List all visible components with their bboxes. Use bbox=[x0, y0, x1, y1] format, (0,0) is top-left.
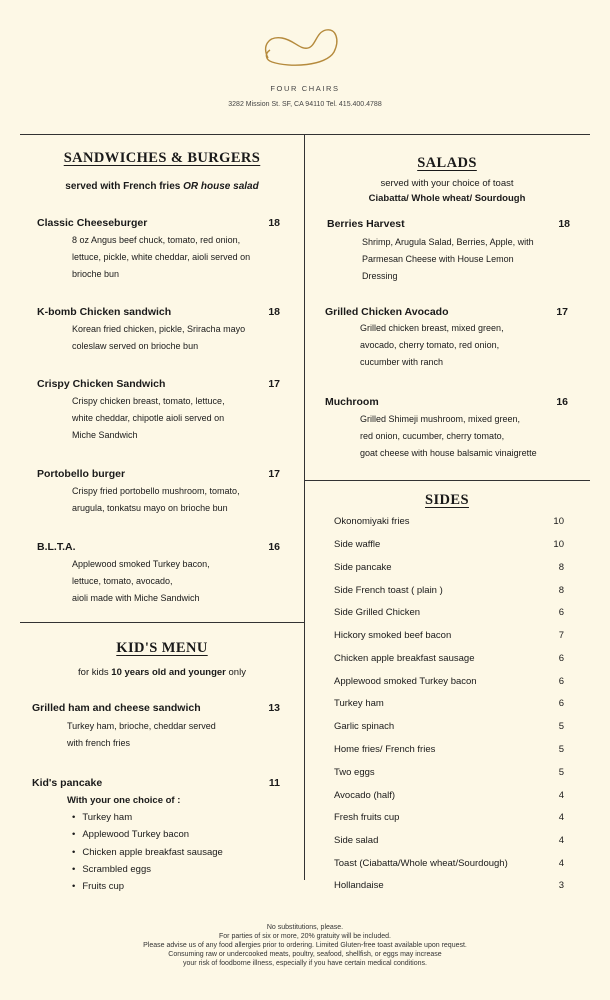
choice-list bbox=[84, 809, 223, 895]
salads-title: SALADS bbox=[417, 155, 477, 171]
item-name: Berries Harvest bbox=[327, 218, 405, 230]
item-description: Applewood smoked Turkey bacon, lettuce, tomato, avocado, aioli made with Miche Sandwich bbox=[72, 559, 210, 603]
header-divider bbox=[20, 134, 590, 135]
item-description: Grilled chicken breast, mixed green, avocado, cherry tomato, red onion, cucumber with ranch bbox=[360, 323, 504, 367]
item-description: Shrimp, Arugula Salad, Berries, Apple, with Parmesan Cheese with House Lemon Dressing bbox=[362, 237, 534, 281]
brand-address: 3282 Mission St. SF, CA 94110 Tel. 415.400.4788 bbox=[228, 101, 382, 108]
item-name: Grilled Chicken Avocado bbox=[325, 306, 449, 318]
footer-notes bbox=[100, 923, 510, 968]
item-name: K-bomb Chicken sandwich bbox=[37, 306, 172, 318]
side-name: Side pancake bbox=[334, 562, 392, 573]
side-row bbox=[334, 676, 564, 699]
side-row bbox=[334, 698, 564, 721]
side-price: 4 bbox=[558, 858, 564, 869]
item-price: 13 bbox=[268, 702, 280, 714]
list-item: • Turkey ham bbox=[84, 809, 223, 826]
choice-label: With your one choice of : bbox=[67, 795, 181, 806]
side-row bbox=[334, 812, 564, 835]
side-price: 4 bbox=[558, 812, 564, 823]
item-price: 17 bbox=[556, 306, 568, 318]
side-name: Turkey ham bbox=[334, 698, 384, 709]
side-row bbox=[334, 516, 564, 539]
side-row bbox=[334, 630, 564, 653]
item-description: Korean fried chicken, pickle, Sriracha mayo coleslaw served on brioche bun bbox=[72, 324, 246, 351]
side-name: Okonomiyaki fries bbox=[334, 516, 410, 527]
side-name: Side waffle bbox=[334, 539, 381, 550]
item-price: 18 bbox=[558, 218, 570, 230]
list-item: • Scrambled eggs bbox=[84, 861, 223, 878]
side-name: Applewood smoked Turkey bacon bbox=[334, 676, 477, 687]
side-name: Home fries/ French fries bbox=[334, 744, 436, 755]
sides-title: SIDES bbox=[425, 492, 469, 508]
item-description: 8 oz Angus beef chuck, tomato, red onion, lettuce, pickle, white cheddar, aioli served on brioche bun bbox=[72, 235, 251, 279]
side-price: 4 bbox=[558, 790, 564, 801]
side-price: 8 bbox=[558, 585, 564, 596]
item-price: 18 bbox=[268, 217, 280, 229]
side-price: 3 bbox=[558, 880, 564, 891]
item-description: Crispy fried portobello mushroom, tomato, arugula, tonkatsu mayo on brioche bun bbox=[72, 486, 240, 513]
brand-name: FOUR CHAIRS bbox=[270, 84, 340, 93]
list-item: • Chicken apple breakfast sausage bbox=[84, 844, 223, 861]
side-price: 8 bbox=[558, 562, 564, 573]
salads-subtitle: served with your choice of toast bbox=[380, 178, 514, 189]
sandwiches-title: SANDWICHES & BURGERS bbox=[63, 150, 261, 166]
side-row bbox=[334, 562, 564, 585]
side-price: 10 bbox=[553, 516, 564, 527]
side-name: Side salad bbox=[334, 835, 379, 846]
item-name: Crispy Chicken Sandwich bbox=[37, 378, 166, 390]
item-name: Kid's pancake bbox=[32, 777, 103, 789]
side-price: 5 bbox=[558, 721, 564, 732]
kids-title: KID'S MENU bbox=[116, 640, 208, 656]
item-price: 16 bbox=[556, 396, 568, 408]
side-name: Side French toast ( plain ) bbox=[334, 585, 443, 596]
item-price: 16 bbox=[268, 541, 280, 553]
side-name: Avocado (half) bbox=[334, 790, 396, 801]
side-row bbox=[334, 790, 564, 813]
side-price: 5 bbox=[558, 744, 564, 755]
side-name: Fresh fruits cup bbox=[334, 812, 400, 823]
item-description: Turkey ham, brioche, cheddar served with french fries bbox=[67, 721, 216, 748]
kids-subtitle: for kids 10 years old and younger only bbox=[78, 667, 246, 678]
side-price: 4 bbox=[558, 835, 564, 846]
side-row bbox=[334, 721, 564, 744]
salads-toast-options: Ciabatta/ Whole wheat/ Sourdough bbox=[368, 193, 526, 204]
side-row bbox=[334, 653, 564, 676]
side-price: 6 bbox=[558, 607, 564, 618]
side-row bbox=[334, 585, 564, 608]
side-price: 6 bbox=[558, 698, 564, 709]
side-row bbox=[334, 767, 564, 790]
item-description: Crispy chicken breast, tomato, lettuce, white cheddar, chipotle aioli served on Miche Sandwich bbox=[72, 396, 225, 440]
footer-line: For parties of six or more, 20% gratuity will be included. bbox=[219, 933, 391, 940]
side-name: Side Grilled Chicken bbox=[334, 607, 421, 618]
side-row bbox=[334, 539, 564, 562]
footer-line: Consuming raw or undercooked meats, poultry, seafood, shellfish, or eggs may increase bbox=[168, 951, 442, 958]
side-price: 6 bbox=[558, 653, 564, 664]
side-name: Hollandaise bbox=[334, 880, 384, 891]
side-name: Two eggs bbox=[334, 767, 375, 778]
item-price: 18 bbox=[268, 306, 280, 318]
side-name: Hickory smoked beef bacon bbox=[334, 630, 452, 641]
sandwiches-subtitle: served with French fries OR house salad bbox=[65, 181, 259, 192]
footer-line: your risk of foodborne illness, especially if you have certain medical conditions. bbox=[183, 960, 427, 967]
footer-line: No substitutions, please. bbox=[266, 924, 344, 931]
item-name: Grilled ham and cheese sandwich bbox=[32, 702, 201, 714]
side-name: Garlic spinach bbox=[334, 721, 395, 732]
footer-line: Please advise us of any food allergies prior to ordering. Limited Gluten-free toast available upon request. bbox=[143, 942, 467, 949]
side-price: 6 bbox=[558, 676, 564, 687]
item-name: Classic Cheeseburger bbox=[37, 217, 148, 229]
side-price: 10 bbox=[553, 539, 564, 550]
list-item: • Applewood Turkey bacon bbox=[84, 826, 223, 843]
four-chairs-logo-icon bbox=[260, 24, 340, 70]
side-row bbox=[334, 607, 564, 630]
side-row bbox=[334, 744, 564, 767]
side-price: 5 bbox=[558, 767, 564, 778]
side-row bbox=[334, 835, 564, 858]
side-price: 7 bbox=[558, 630, 564, 641]
side-row bbox=[334, 880, 564, 903]
item-name: Portobello burger bbox=[37, 468, 126, 480]
item-name: B.L.T.A. bbox=[37, 541, 76, 553]
kids-divider bbox=[20, 622, 304, 623]
side-name: Chicken apple breakfast sausage bbox=[334, 653, 475, 664]
list-item: • Fruits cup bbox=[84, 878, 223, 895]
side-row bbox=[334, 858, 564, 881]
item-price: 11 bbox=[268, 777, 280, 789]
item-price: 17 bbox=[268, 468, 280, 480]
sides-divider bbox=[304, 480, 590, 481]
item-name: Muchroom bbox=[325, 396, 379, 408]
item-description: Grilled Shimeji mushroom, mixed green, red onion, cucumber, cherry tomato, goat cheese with house balsamic vinaigrette bbox=[360, 414, 537, 458]
side-name: Toast (Ciabatta/Whole wheat/Sourdough) bbox=[334, 858, 508, 869]
item-price: 17 bbox=[268, 378, 280, 390]
